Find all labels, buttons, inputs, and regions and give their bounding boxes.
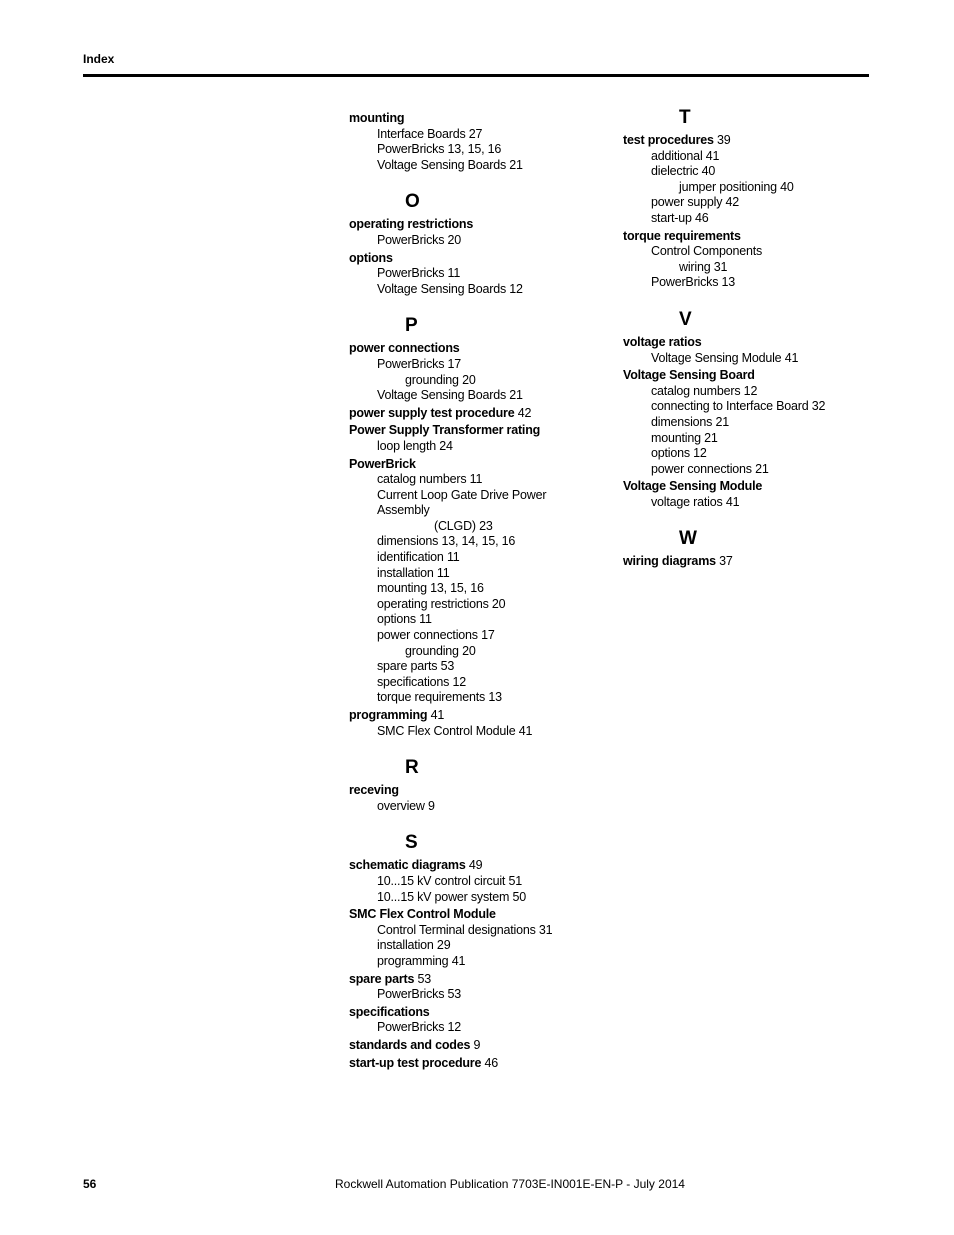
page-header-section: Index <box>83 52 115 66</box>
index-sub-entry: catalog numbers 11 <box>377 472 483 487</box>
index-main-entry <box>349 111 599 127</box>
index-sub-entry: options 12 <box>651 446 707 461</box>
index-sub-entry: PowerBricks 11 <box>377 266 461 281</box>
index-sub-entry: power supply 42 <box>651 195 740 210</box>
index-term: Power Supply Transformer rating <box>349 423 541 438</box>
index-sub-entry: Control Components <box>651 244 763 259</box>
index-letter-heading: R <box>405 757 419 779</box>
index-sub-entry: dimensions 13, 14, 15, 16 <box>377 534 516 549</box>
index-sub-entry: mounting 21 <box>651 430 718 445</box>
index-main-entry <box>349 217 599 233</box>
index-sub-entry: Current Loop Gate Drive Power Assembly <box>377 487 547 518</box>
index-main-entry <box>349 1056 599 1072</box>
index-sub-entry: start-up 46 <box>651 210 709 225</box>
index-sub-entry: specifications 12 <box>377 674 467 689</box>
index-page-ref: 49 <box>465 858 483 873</box>
index-main-entry <box>623 229 873 245</box>
index-main-entry <box>623 368 873 384</box>
index-letter-heading: P <box>405 315 418 337</box>
index-main-entry <box>349 1005 599 1021</box>
index-sub-entry: overview 9 <box>377 798 435 813</box>
index-sub-entry: PowerBricks 17 <box>377 356 462 371</box>
index-subsub-entry: wiring 31 <box>679 259 728 274</box>
index-sub-entry: Control Terminal designations 31 <box>377 922 553 937</box>
index-main-entry <box>349 341 599 357</box>
index-sub-entry: power connections 17 <box>377 628 495 643</box>
index-sub-entry: PowerBricks 20 <box>377 232 462 247</box>
index-sub-entry: torque requirements 13 <box>377 690 502 705</box>
index-sub-entry: identification 11 <box>377 550 460 565</box>
footer-publication: Rockwell Automation Publication 7703E-IN001E-EN-P - July 2014 <box>335 1177 685 1191</box>
index-main-entry <box>349 251 599 267</box>
index-main-entry <box>349 972 599 988</box>
index-page-ref: 42 <box>514 405 532 420</box>
index-page-ref: 39 <box>713 133 731 147</box>
index-subsub-entry: grounding 20 <box>405 643 476 658</box>
index-sub-entry: loop length 24 <box>377 438 453 453</box>
index-sub-entry: PowerBricks 12 <box>377 1020 462 1035</box>
header-rule <box>83 74 869 77</box>
index-sub-entry: Voltage Sensing Boards 12 <box>377 281 523 296</box>
index-page-ref: 46 <box>481 1055 499 1070</box>
index-main-entry <box>623 335 873 351</box>
index-main-entry <box>623 554 873 570</box>
index-main-entry <box>349 783 599 799</box>
index-term: receving <box>349 783 399 798</box>
index-sub-entry: spare parts 53 <box>377 659 455 674</box>
index-main-entry <box>349 907 599 923</box>
index-term: wiring diagrams <box>623 554 716 569</box>
index-term: operating restrictions <box>349 217 474 232</box>
index-letter-heading: S <box>405 832 418 854</box>
index-term: start-up test procedure <box>349 1055 482 1070</box>
index-main-entry <box>349 457 599 473</box>
index-main-entry <box>349 406 599 422</box>
index-term: torque requirements <box>623 228 741 243</box>
index-column-left <box>349 109 599 1071</box>
index-subsub-entry: grounding 20 <box>405 372 476 387</box>
index-term: mounting <box>349 111 405 125</box>
index-sub-entry: PowerBricks 53 <box>377 987 462 1002</box>
index-column-right <box>623 107 873 570</box>
index-main-entry <box>349 1038 599 1054</box>
index-letter-heading: O <box>405 191 420 213</box>
index-sub-entry: Interface Boards 27 <box>377 126 483 141</box>
index-main-entry <box>623 133 873 149</box>
index-sub-entry: installation 11 <box>377 565 450 580</box>
index-sub-entry: dimensions 21 <box>651 414 730 429</box>
index-term: power connections <box>349 341 460 356</box>
index-sub-entry: options 11 <box>377 612 432 627</box>
index-term: test procedures <box>623 133 714 147</box>
index-term: voltage ratios <box>623 334 702 349</box>
index-term: PowerBrick <box>349 456 416 471</box>
index-sub-entry: PowerBricks 13 <box>651 275 736 290</box>
index-page-ref: 53 <box>414 971 431 986</box>
index-term: programming <box>349 708 428 722</box>
index-term: SMC Flex Control Module <box>349 907 496 922</box>
index-subsub-entry: jumper positioning 40 <box>679 179 794 194</box>
index-sub-entry: mounting 13, 15, 16 <box>377 581 484 596</box>
index-sub-entry: additional 41 <box>651 148 720 163</box>
footer-page-number: 56 <box>83 1177 97 1191</box>
index-sub-entry: Voltage Sensing Boards 21 <box>377 157 523 172</box>
index-sub-entry: PowerBricks 13, 15, 16 <box>377 142 502 157</box>
index-main-entry <box>349 858 599 874</box>
index-term: specifications <box>349 1004 430 1019</box>
index-sub-entry: operating restrictions 20 <box>377 596 506 611</box>
index-term: standards and codes <box>349 1037 471 1052</box>
index-sub-entry: installation 29 <box>377 938 451 953</box>
index-sub-entry: dielectric 40 <box>651 164 716 179</box>
index-sub-entry: catalog numbers 12 <box>651 383 758 398</box>
index-sub-entry: programming 41 <box>377 953 466 968</box>
index-term: power supply test procedure <box>349 405 515 420</box>
index-page-ref: 37 <box>715 554 733 569</box>
index-letter-heading: W <box>679 528 697 550</box>
index-term: schematic diagrams <box>349 858 466 873</box>
index-sub-entry: 10...15 kV power system 50 <box>377 889 527 904</box>
index-term: spare parts <box>349 971 415 986</box>
index-term: Voltage Sensing Board <box>623 368 755 383</box>
index-main-entry <box>349 423 599 439</box>
index-page-ref: 9 <box>470 1037 481 1052</box>
index-sub-entry: power connections 21 <box>651 461 769 476</box>
index-letter-heading: T <box>679 107 691 128</box>
index-sub-entry: SMC Flex Control Module 41 <box>377 723 533 738</box>
index-sub-entry: voltage ratios 41 <box>651 494 740 509</box>
index-main-entry <box>349 708 599 724</box>
index-term: Voltage Sensing Module <box>623 479 763 494</box>
index-sub-entry: Voltage Sensing Boards 21 <box>377 388 523 403</box>
index-sub-entry: connecting to Interface Board 32 <box>651 399 826 414</box>
index-sub-entry: 10...15 kV control circuit 51 <box>377 873 522 888</box>
index-sub-entry: Voltage Sensing Module 41 <box>651 350 799 365</box>
index-entry-continuation: (CLGD) 23 <box>434 518 493 533</box>
index-page-ref: 41 <box>427 708 445 722</box>
index-letter-heading: V <box>679 308 692 330</box>
index-term: options <box>349 250 393 265</box>
index-main-entry <box>623 479 873 495</box>
